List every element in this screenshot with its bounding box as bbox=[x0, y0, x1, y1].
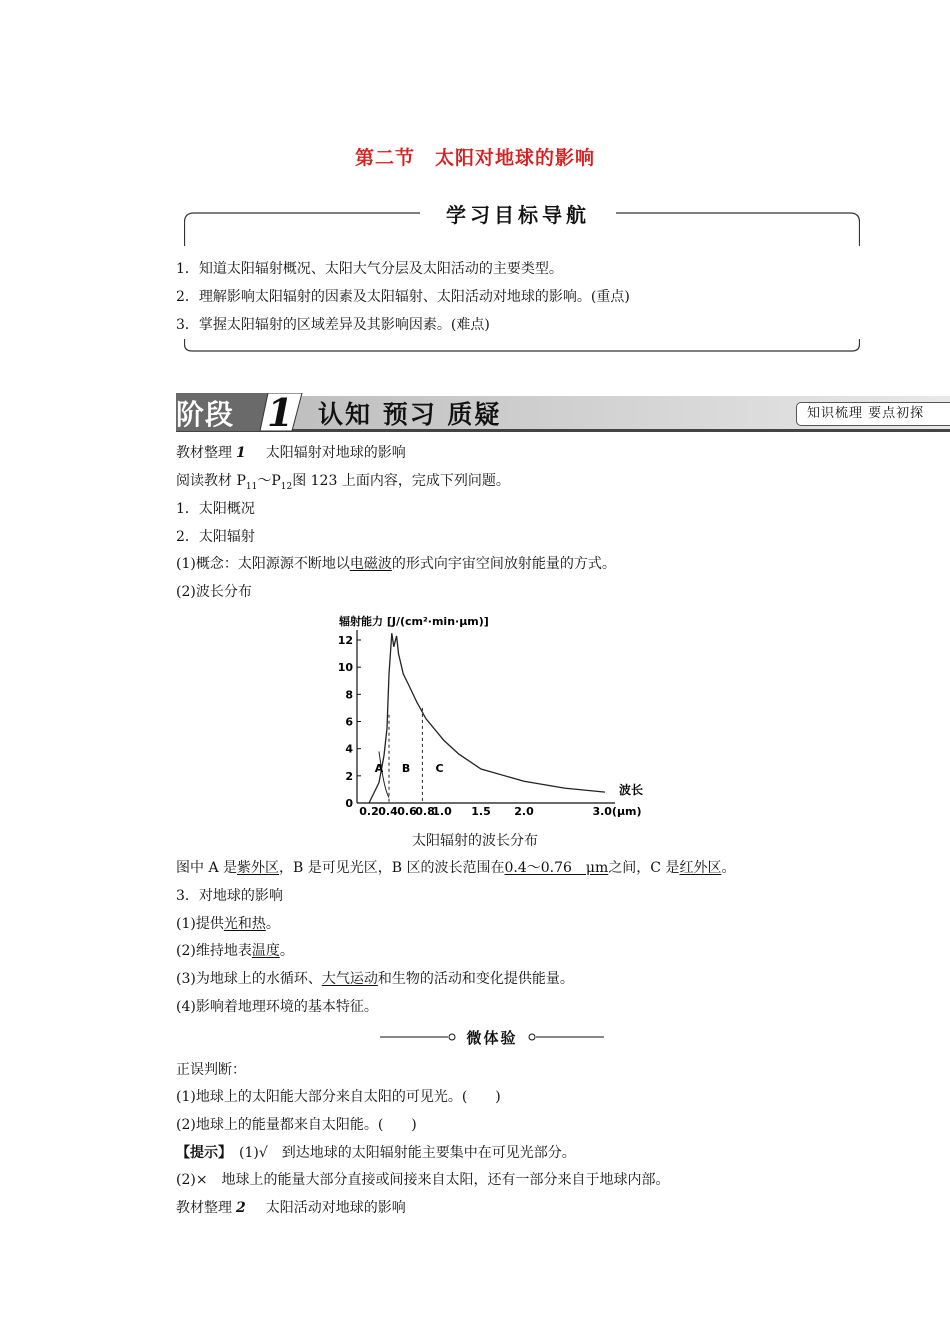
section1-heading: 教材整理 1 太阳辐射对地球的影响 bbox=[176, 445, 406, 461]
y-tick-label: 2 bbox=[345, 769, 353, 783]
stage-tag: 知识梳理 要点初探 bbox=[796, 402, 950, 426]
stage-title: 认知 预习 质疑 bbox=[318, 400, 502, 429]
item-solar-radiation: 2．太阳辐射 bbox=[176, 529, 255, 545]
wavelength-heading: (2)波长分布 bbox=[176, 584, 252, 600]
y-tick-label: 6 bbox=[345, 715, 353, 729]
stage-label: 阶段 bbox=[176, 398, 235, 431]
x-tick-label: 0.8 bbox=[415, 805, 435, 818]
x-tick-label: 1.0 bbox=[432, 805, 452, 818]
x-tick-label: 3.0(μm) bbox=[592, 805, 642, 818]
item-effects: 3．对地球的影响 bbox=[176, 888, 283, 904]
goal-item-1: 1．知道太阳辐射概况、太阳大气分层及太阳活动的主要类型。 bbox=[176, 261, 563, 277]
x-tick-label: 1.5 bbox=[471, 805, 491, 818]
stage-number: 1 bbox=[267, 393, 294, 433]
section2-heading: 教材整理 2 太阳活动对地球的影响 bbox=[176, 1200, 406, 1216]
effect-1: (1)提供光和热。 bbox=[176, 916, 280, 932]
effect-3: (3)为地球上的水循环、大气运动和生物的活动和变化提供能量。 bbox=[176, 971, 574, 987]
region-label-a: A bbox=[374, 761, 384, 775]
region-label-b: B bbox=[401, 761, 411, 775]
y-tick-label: 8 bbox=[345, 688, 353, 702]
y-tick-label: 10 bbox=[337, 661, 353, 675]
effect-2: (2)维持地表温度。 bbox=[176, 943, 294, 959]
concept-line: (1)概念：太阳源源不断地以电磁波的形式向宇宙空间放射能量的方式。 bbox=[176, 556, 616, 572]
x-tick-label: 0.2 bbox=[359, 805, 379, 818]
question-2: (2)地球上的能量都来自太阳能。( ) bbox=[176, 1117, 417, 1133]
x-tick-label: 2.0 bbox=[514, 805, 534, 818]
x-tick-label: 0.6 bbox=[397, 805, 417, 818]
judge-label: 正误判断： bbox=[176, 1062, 246, 1078]
figure-explanation: 图中 A 是紫外区，B 是可见光区，B 区的波长范围在0.4～0.76 μm之间，C 是红外区。 bbox=[176, 860, 736, 876]
hint-2: (2)× 地球上的能量大部分直接或间接来自太阳，还有一部分来自于地球内部。 bbox=[176, 1172, 670, 1188]
effect-4: (4)影响着地理环境的基本特征。 bbox=[176, 999, 378, 1015]
hint-1: 【提示】 (1)√ 到达地球的太阳辐射能主要集中在可见光部分。 bbox=[176, 1145, 576, 1161]
radiation-curve bbox=[369, 633, 605, 803]
mini-experience-heading: 微体验 bbox=[466, 1029, 518, 1047]
region-label-c: C bbox=[435, 761, 444, 775]
goal-heading: 学习目标导航 bbox=[420, 199, 616, 228]
y-tick-label: 0 bbox=[345, 797, 353, 810]
goal-item-2: 2．理解影响太阳辐射的因素及太阳辐射、太阳活动对地球的影响。(重点) bbox=[176, 289, 630, 305]
goal-item-3: 3．掌握太阳辐射的区域差异及其影响因素。(难点) bbox=[176, 317, 490, 333]
wavelength-chart bbox=[335, 608, 655, 824]
y-tick-label: 12 bbox=[337, 634, 353, 647]
question-1: (1)地球上的太阳能大部分来自太阳的可见光。( ) bbox=[176, 1089, 501, 1105]
read-instruction: 阅读教材 $P_{11}\sim P_{12}$图 123 上面内容，完成下列问题。 bbox=[176, 473, 510, 492]
page-title: 第二节 太阳对地球的影响 bbox=[354, 147, 595, 169]
chart-xlabel: 波长 bbox=[619, 783, 644, 797]
item-sun-overview: 1．太阳概况 bbox=[176, 501, 255, 517]
chart-caption: 太阳辐射的波长分布 bbox=[412, 833, 538, 849]
y-tick-label: 4 bbox=[345, 742, 353, 756]
chart-ylabel: 辐射能力 [J/(cm²·min·μm)] bbox=[339, 615, 489, 628]
x-tick-label: 0.4 bbox=[378, 805, 398, 818]
